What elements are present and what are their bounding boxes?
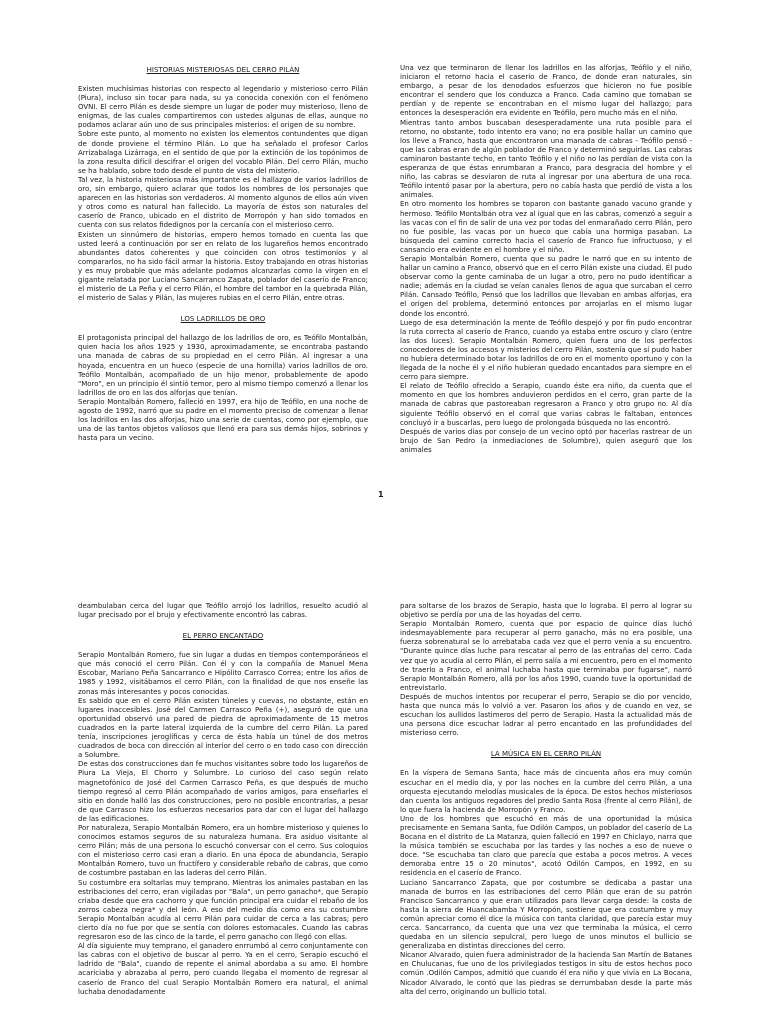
paragraph: Serapio Montalbán Romero, cuenta que por espacio de quince días luchó indesmayablemente para recuperar al perro ganacho, más no era posible, una fuerza sobrenatural se lo arrebataba cada vez que el perro venía a su encuentro. "Durante quince días luche para rescatar al perro de las entrañas del cerro. Cada vez que yo acudía al cerro Pilán, el perro salía a mi encuentro, pero en el momento de traerlo a Franco, el animal luchaba hasta que terminaba por fugarse", narró Serapio Montalbán Romero, allá por los años 1990, cuando tuve la oportunidad de entrevistarlo. — [400, 620, 692, 692]
section-heading: LOS LADRILLOS DE ORO — [180, 315, 266, 324]
paragraph: para soltarse de los brazos de Serapio, hasta que lo lograba. El perro al lograr su objetivo se perdía por una de las hoyadas del cerro. — [400, 602, 692, 620]
page-1-left-content — [78, 85, 368, 443]
section-heading: LA MÚSICA EN EL CERRO PILÁN — [490, 750, 602, 759]
paragraph: Por naturaleza, Serapio Montalbán Romero, era un hombre misterioso y quienes lo conocimos estamos seguros de su naturaleza humana. Era asiduo visitante al cerro Pilán; más de una persona lo escuchó conversar con el cerro. Sus coloquios con el misterioso cerro casi eran a diario. En una época de abundancia, Serapio Montalbán Romero, tuvo un fructífero y considerable rebaño de cabras, que como de costumbre pastaban en las laderas del cerro Pilán. — [78, 823, 368, 878]
paragraph: Existen un sinnúmero de historias, empero hemos tomado en cuenta las que usted leerá a continuación por ser en relato de los lugareños hemos encontrado abundantes datos coherentes y que coinciden con otros testimonios y al compararlos, no ha sido fácil armar la historia. Estoy trabajando en otras historias y es muy probable que más adelante podamos alcanzarlas como la virgen en el gigante relatada por Luciano Sancarranco Zapata, poblador del caserío de Franco; el misterio de La Peña y el cerro Pilán, el hombre del tambor en la quebrada Pilán, el misterio de Salas y Pilán, las mujeres rubias en el cerro Pilán, entre otras. — [78, 230, 368, 303]
paragraph: Sobre este punto, al momento no existen los elementos contundentes que digan de donde proviene el término Pilán. Lo que ha señalado el profesor Carlos Arrizabalaga Lizárraga, en el sentido de que por la extinción de los topónimos de la zona resulta difícil descifrar el origen del vocablo Pilán. Del cerro Pilán, mucho se ha hablado, sobre todo desde el punto de vista del misterio. — [78, 130, 368, 175]
page-number: 1 — [378, 490, 384, 499]
paragraph: El relato de Teófilo ofrecido a Serapio, cuando éste era niño, da cuenta que el momento en que los hombres anduvieron perdidos en el cerro, gran parte de la manada de cabras que pastoreaban regresaron a Franco y otro grupo no. Al día siguiente Teófilo observó en el corral que varias cabras le faltaban, entonces concluyó ir a buscarlas, pero luego de prolongada búsqueda no las encontró. — [400, 382, 692, 427]
paragraph: En la víspera de Semana Santa, hace más de cincuenta años era muy común escuchar en el medio día, y por las noches en la cumbre del cerro Pilán, a una orquesta ejecutando melodías musicales de la época. De estos hechos misteriosos dan cuenta los antiguos regadores del predio Santa Rosa (frente al cerro Pilán), de lo que fuera la hacienda de Morropón y Franco. — [400, 769, 692, 814]
paragraph: Serapio Montalbán Romero, falleció en 1997, era hijo de Teófilo, en una noche de agosto de 1992, narró que su padre en el momento preciso de comenzar a llenar los ladrillos en las dos alforjas, hizo una serie de cuentas, como por ejemplo, que una de las tantos objetos valiosos que llenó era para sus demás hijos, sobrinos y hasta para un vecino. — [78, 397, 368, 443]
document-title: HISTORIAS MISTERIOSAS DEL CERRO PILÁN — [146, 66, 300, 74]
paragraph: Serapio Montalbán Romero, fue sin lugar a dudas en tiempos contemporáneos el que más conoció el cerro Pilán. Con él y con la compañía de Manuel Mena Escobar, Mariano Peña Sancarranco e Hipólito Carrasco Correa; entre los años de 1985 y 1992, visitábamos el cerro Pilán, con la finalidad de que nos enseñe las zonas más interesantes y pocos conocidas. — [78, 651, 368, 696]
paragraph: Serapio Montalbán Romero, cuenta que su padre le narró que en su intento de hallar un camino a Franco, observó que en el cerro Pilán existe una ciudad. Él pudo observar como la gente caminaba de un lugar a otro, pero no pudo identificar a nadie; además en la ciudad se veían canales llenos de agua que surcaban el cerro Pilán. Cansado Teófilo, Pensó que los ladrillos que llevaban en ambas alforjas, era el origen del problema, determinó entonces por arrojarlas en el mismo lugar donde los encontró. — [400, 254, 692, 318]
paragraph: Después de varios días por consejo de un vecino optó por hacerlas rastrear de un brujo de San Pedro (a inmediaciones de Solumbre), quien aseguró que los animales — [400, 427, 692, 454]
page-2-left-column — [78, 602, 368, 997]
paragraph: Nicanor Alvarado, quien fuera administrador de la hacienda San Martín de Batanes en Chulucanas, fue uno de los privilegiados testigos in situ de estos hechos poco común .Odilón Campos, admitió que cuando él era niño y que vivía en La Bocana, Nicador Alvarado, le contó que las piedras se derrumbaban desde la parte más alta del cerro, originando un bullicio total. — [400, 951, 692, 996]
paragraph: Uno de los hombres que escuchó en más de una oportunidad la música precisamente en Semana Santa, fue Odilón Campos, un poblador del caserío de La Bocana en el distrito de La Matanza, quien falleció en 1997 en Chiclayo, narra que la música también se escuchaba por las tardes y las noches a eso de nueve o doce. "Se escuchaba tan claro que parecía que estaba a pocos metros. A veces demoraba entre 15 o 20 minutos", acotó Odilón Campos, en 1992, en su residencia en el caserío de Franco. — [400, 814, 692, 878]
paragraph: Después de muchos intentos por recuperar el perro, Serapio se dio por vencido, hasta que nunca más lo volvió a ver. Pasaron los años y de cuando en vez, se escuchan los aullidos lastimeros del perro de Serapio. Hasta la actualidad más de una persona dice escuchar ladrar al perro encantado en las profundidades del misterioso cerro. — [400, 692, 692, 738]
paragraph: El protagonista principal del hallazgo de los ladrillos de oro, es Teófilo Montalbán, quien hacia los años 1925 y 1930, aproximadamente, se encontraba pastando una manada de cabras de su propiedad en el cerro Pilán. Al ingresar a una hoyada, encuentra en un hueco (especie de una hornilla) varios ladrillos de oro. Teófilo Montalbán, acompañado de un hijo menor, probablemente de apodo "Moro", en un principio él sintió temor, pero al mismo tiempo comenzó a llenar los ladrillos de oro en las dos alforjas que tenían. — [78, 334, 368, 397]
paragraph: deambulaban cerca del lugar que Teófilo arrojó los ladrillos, resuelto acudió al lugar precisado por el brujo y efectivamente encontró las cabras. — [78, 602, 368, 620]
paragraph: Su costumbre era soltarlas muy temprano. Mientras los animales pastaban en las estribaciones del cerro, eran vigiladas por "Bala", un perro ganacho*, que Serapio criaba desde que era cachorro y que función principal era cuidar el rebaño de los zorros cabeza negra* y del león. A eso del medio día como era su costumbre Serapio Montalbán acudía al cerro Pilán para cuidar de cerca a las cabras; pero cierto día no fue por que se sentía con dolores estomacales. Cuando las cabras regresaron eso de las cinco de la tarde, el perro ganacho con llegó con ellas. — [78, 878, 368, 942]
paragraph: Luciano Sancarranco Zapata, que por costumbre se dedicaba a pastar una manada de burros en las estribaciones del cerro Pilán que eran de su patrón Francisco Sancarranco y que eran utilizados para llevar carga desde: la costa de hasta la sierra de Huancabamba Y Morropón, sostiene que era costumbre y muy común apreciar como él dice la música con tanta claridad, que parecía estar muy cerca. Sancarranco, da cuenta que una vez que terminaba la música, el cerro quedaba en un silencio sepulcral, pero luego de unos minutos el bullicio se generalizaba en distintas direcciones del cerro. — [400, 878, 692, 951]
paragraph: Mientras tanto ambos buscaban desesperadamente una ruta posible para el retorno, no obstante, todo intento era vano; no era posible hallar un camino que los lleve a Franco, hasta que encontraron una manada de cabras - Teófilo pensó - que las cabras eran de algún poblador de Franco y determinó seguirlas. Las cabras caminaron bastante techo, en tanto Teófilo y el niño no las perdían de vista con la esperanza de que éstas enrumbaran a Franco, para desgracia del hombre y el niño, las cabras se desviaron de ruta al ingresar por una abertura de una roca. Teófilo intentó pasar por la abertura, pero no cabía hasta que perdió de vista a los animales. — [400, 118, 692, 200]
page-2-right-column — [400, 602, 692, 997]
section-heading: EL PERRO ENCANTADO — [182, 632, 264, 641]
paragraph: Es sabido que en el cerro Pilán existen túneles y cuevas, no obstante, están en lugares inaccesibles. José del Carmen Carrasco Peña (+), aseguró de que una oportunidad observó una pared de piedra de aproximadamente de 15 metros cuadrados en la parte lateral izquierda de la cumbre del cerro Pilán. La pared tenía, inscripciones jeroglíficas y cerca de ésta había un túnel de dos metros cuadrados de boca con dirección al interior del cerro o en todo caso con dirección a Solumbre. — [78, 696, 368, 760]
paragraph: Al día siguiente muy temprano, el ganadero enrrumbó al cerro conjuntamente con las cabras con el objetivo de buscar al perro. Ya en el cerro, Serapio escuchó el ladrido de "Bala", cuando de repente el animal abordaba a su amo. El hombre acariciaba y abrazaba al perro, pero cuando llegaba el momento de regresar al caserío de Franco del cual Serapio Montalbán Romero era natural, el animal luchaba denodadamente — [78, 942, 368, 996]
paragraph: Luego de esa determinación la mente de Teófilo despejó y por fin pudo encontrar la ruta correcta al caserío de Franco, cuando ya estaba entre oscuro y claro (entre las dos luces). Serapio Montalbán Romero, quien fuera uno de los perfectos conocedores de los accesos y misterios del cerro Pilán, sostenía que sí pudo haber no hubiera determinado botar los ladrillos de oro en el momento oportuno y con la llegada de la noche él y el niño hubieran quedado encantados para siempre en el cerro para siempre. — [400, 318, 692, 382]
paragraph: Existen muchísimas historias con respecto al legendario y misterioso cerro Pilán (Piura), incluso sin tocar para nada, su ya conocida conexión con el fenómeno OVNI. El cerro Pilán es desde siempre un lugar de poder muy misterioso, lleno de enigmas, de las cuales compartiremos con ustedes algunas de ellas, aunque no podamos aclarar aún uno de sus principales misterios: el origen de su nombre. — [78, 85, 368, 130]
page-1-left-column — [78, 66, 368, 443]
page-1-right-column — [400, 64, 692, 455]
paragraph: De estas dos construcciones dan fe muchos visitantes sobre todo los lugareños de Piura La Vieja, El Chorro y Solumbre. Lo curioso del caso según relato magnetofónico de José del Carmen Carrasco Peña, es que después de mucho tiempo regresó al cerro Pilán acompañado de varios amigos, para enseñarles el sitio en donde halló las dos construcciones, pero no posible encontrarlas, a pesar de que Carrasco hizo los esfuerzos necesarios para dar con el lugar del hallazgo de las edificaciones. — [78, 760, 368, 823]
page-separator — [0, 560, 768, 588]
document-page-2 — [0, 588, 768, 1024]
paragraph: Una vez que terminaron de llenar los ladrillos en las alforjas, Teófilo y el niño, iniciaron el retorno hacia el caserío de Franco, de donde eran naturales, sin embargo, a pesar de los denodados esfuerzos que hicieron no fue posible encontrar el sendero que los conduzca a Franco. Cada camino que tomaban se perdían y de repente se encontraban en el mismo lugar del hallazgo; para entonces la desesperación era evidente en Teófilo, pero mucho más en el niño. — [400, 64, 692, 118]
paragraph: Tal vez, la historia misteriosa más importante es el hallazgo de varios ladrillos de oro, sin embargo, quiero aclarar que todos los nombres de los personajes que aparecen en las historias son verdaderos. Al momento algunos de ellos aún viven y otros como es natural han fallecido. La mayoría de éstos son naturales del caserío de Franco, ubicado en el distrito de Morropón y han sido tomados en cuenta con sus relatos fidedignos por la cercanía con el misterioso cerro. — [78, 175, 368, 230]
paragraph: En otro momento los hombres se toparon con bastante ganado vacuno grande y hermoso. Teófilo Montalbán otra vez al igual que en las cabras, comenzó a seguir a las vacas con el fin de salir de una vez por todas del enmarañado cerro Pilán, pero no fue posible, las vacas por un hueco que cabía una hormiga pasaban. La búsqueda del camino correcto hacia el caserío de Franco fue infructuoso, y el cansancio era evidente en el hombre y el niño. — [400, 200, 692, 254]
